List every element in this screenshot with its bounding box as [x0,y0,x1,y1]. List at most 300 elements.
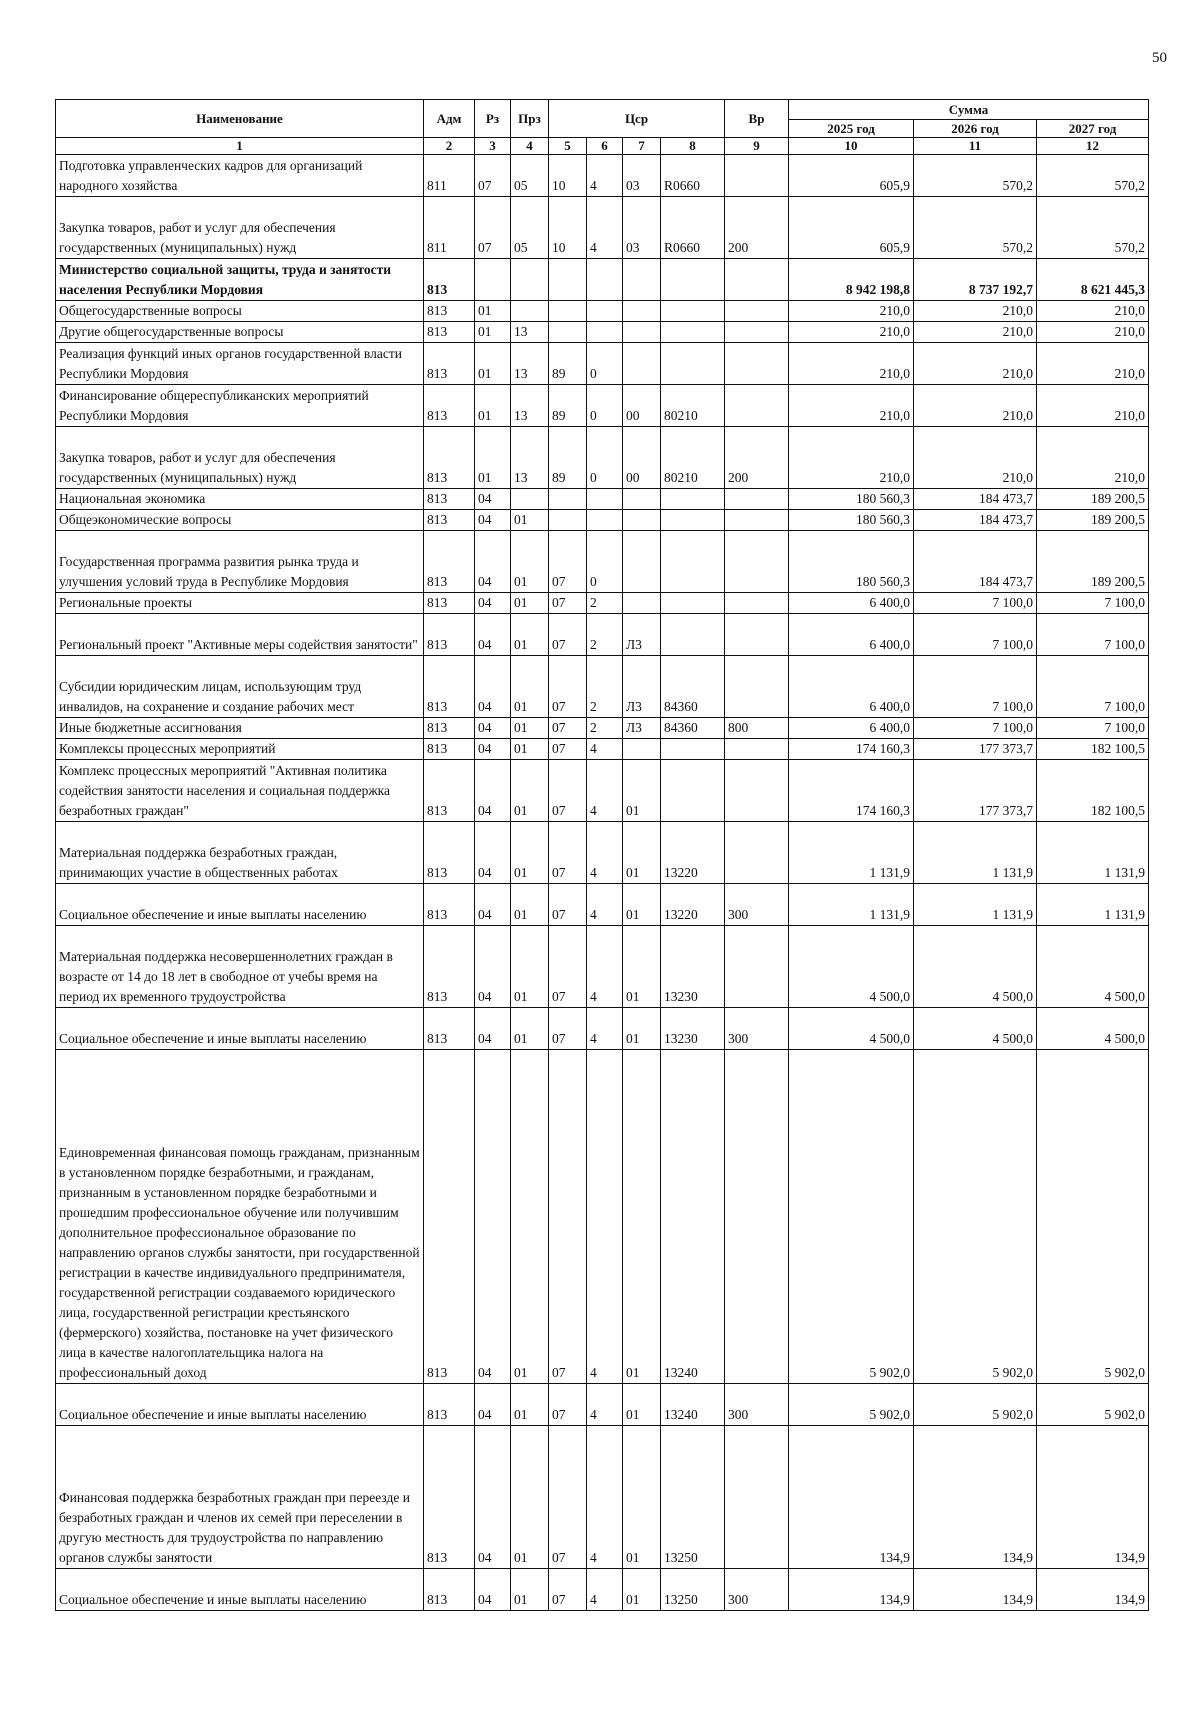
row-rz: 04 [475,739,511,760]
row-vr [725,155,789,197]
row-sum-2025: 6 400,0 [789,614,914,656]
row-vr [725,1050,789,1384]
row-rz: 04 [475,1384,511,1426]
row-csr-7: 01 [623,1384,661,1426]
row-sum-2025: 180 560,3 [789,510,914,531]
row-vr [725,1426,789,1569]
col-number: 4 [511,138,549,155]
table-row [56,385,1149,427]
row-csr-5: 07 [549,884,587,926]
row-rz: 04 [475,531,511,593]
row-sum-2027: 7 100,0 [1037,614,1149,656]
row-csr-6: 4 [587,926,623,1008]
row-csr-8 [661,343,725,385]
row-rz: 04 [475,1008,511,1050]
row-sum-2026: 570,2 [914,197,1037,259]
row-rz: 07 [475,155,511,197]
row-prz: 01 [511,760,549,822]
row-csr-8: 13240 [661,1050,725,1384]
row-sum-2027: 210,0 [1037,427,1149,489]
row-csr-5: 07 [549,760,587,822]
row-adm: 813 [424,884,475,926]
row-vr [725,760,789,822]
row-vr: 300 [725,1008,789,1050]
budget-table [55,99,1149,1611]
row-rz: 04 [475,1569,511,1611]
row-adm: 813 [424,739,475,760]
row-vr [725,259,789,301]
row-rz: 04 [475,510,511,531]
row-rz: 04 [475,884,511,926]
row-adm: 813 [424,1569,475,1611]
table-row [56,1569,1149,1611]
table-row [56,155,1149,197]
row-name: Единовременная финансовая помощь гражданам, признанным в установленном порядке безработными, и гражданам, признанным в установленном порядке безработными и прошедшим профессиональное обучение или получившим дополнительное профессиональное образование по направлению органов службы занятости, при государственной регистрации в качестве индивидуального предпринимателя, государственной регистрации создаваемого юридического лица, государственной регистрации крестьянского (фермерского) хозяйства, постановке на учет физического лица в качестве налогоплательщика налога на профессиональный доход [56,1050,424,1384]
row-sum-2025: 5 902,0 [789,1384,914,1426]
row-csr-7 [623,489,661,510]
row-csr-8: R0660 [661,155,725,197]
row-sum-2026: 210,0 [914,322,1037,343]
row-csr-8 [661,760,725,822]
row-csr-7 [623,510,661,531]
row-csr-5: 07 [549,926,587,1008]
row-adm: 813 [424,259,475,301]
row-sum-2025: 134,9 [789,1426,914,1569]
row-adm: 813 [424,385,475,427]
row-csr-6: 4 [587,197,623,259]
row-sum-2027: 5 902,0 [1037,1050,1149,1384]
row-rz: 01 [475,385,511,427]
row-sum-2026: 4 500,0 [914,926,1037,1008]
table-row [56,322,1149,343]
row-sum-2025: 6 400,0 [789,656,914,718]
row-prz: 13 [511,322,549,343]
row-csr-5: 07 [549,656,587,718]
row-adm: 813 [424,1050,475,1384]
row-vr [725,822,789,884]
row-csr-6: 4 [587,1384,623,1426]
table-row [56,614,1149,656]
row-csr-8 [661,322,725,343]
row-csr-7: Л3 [623,718,661,739]
row-csr-7 [623,322,661,343]
row-rz: 04 [475,593,511,614]
row-sum-2025: 174 160,3 [789,760,914,822]
row-sum-2025: 1 131,9 [789,822,914,884]
row-csr-5 [549,510,587,531]
row-prz: 01 [511,1384,549,1426]
row-csr-8: 13220 [661,822,725,884]
row-rz: 01 [475,343,511,385]
row-adm: 813 [424,760,475,822]
row-csr-8: R0660 [661,197,725,259]
row-sum-2027: 8 621 445,3 [1037,259,1149,301]
row-sum-2026: 210,0 [914,427,1037,489]
row-sum-2026: 134,9 [914,1426,1037,1569]
row-adm: 813 [424,1426,475,1569]
row-prz: 01 [511,1426,549,1569]
row-csr-5: 07 [549,1050,587,1384]
row-vr [725,510,789,531]
column-number-row [56,138,1149,155]
row-prz: 01 [511,739,549,760]
row-sum-2025: 180 560,3 [789,531,914,593]
row-sum-2026: 184 473,7 [914,489,1037,510]
row-csr-5: 10 [549,197,587,259]
row-sum-2025: 180 560,3 [789,489,914,510]
row-name: Социальное обеспечение и иные выплаты населению [56,884,424,926]
row-csr-8 [661,301,725,322]
row-csr-6: 2 [587,614,623,656]
row-rz: 01 [475,322,511,343]
header-year-2026: 2026 год [914,120,1037,138]
row-sum-2025: 8 942 198,8 [789,259,914,301]
row-rz: 04 [475,1426,511,1569]
row-sum-2027: 570,2 [1037,197,1149,259]
table-row [56,427,1149,489]
table-row [56,739,1149,760]
col-number: 10 [789,138,914,155]
col-number: 11 [914,138,1037,155]
row-csr-5 [549,301,587,322]
row-rz: 04 [475,760,511,822]
row-vr: 300 [725,884,789,926]
row-csr-6: 0 [587,385,623,427]
row-rz: 01 [475,427,511,489]
row-prz: 01 [511,1008,549,1050]
row-vr [725,593,789,614]
row-csr-8: 13230 [661,1008,725,1050]
row-sum-2026: 210,0 [914,301,1037,322]
row-csr-7 [623,301,661,322]
row-name: Социальное обеспечение и иные выплаты населению [56,1384,424,1426]
row-csr-7: 01 [623,926,661,1008]
row-sum-2025: 134,9 [789,1569,914,1611]
row-sum-2027: 134,9 [1037,1569,1149,1611]
row-name: Материальная поддержка безработных граждан, принимающих участие в общественных работах [56,822,424,884]
row-vr [725,739,789,760]
row-csr-5: 07 [549,739,587,760]
row-prz: 01 [511,822,549,884]
row-vr [725,301,789,322]
row-csr-5: 07 [549,1008,587,1050]
row-sum-2025: 4 500,0 [789,926,914,1008]
row-sum-2027: 210,0 [1037,343,1149,385]
row-sum-2026: 184 473,7 [914,510,1037,531]
row-csr-6: 4 [587,1008,623,1050]
row-sum-2026: 210,0 [914,385,1037,427]
header-vr: Вр [725,100,789,138]
row-sum-2026: 7 100,0 [914,593,1037,614]
table-row [56,884,1149,926]
row-name: Иные бюджетные ассигнования [56,718,424,739]
header-year-2025: 2025 год [789,120,914,138]
row-sum-2025: 605,9 [789,155,914,197]
row-csr-7: 01 [623,1426,661,1569]
row-csr-8 [661,510,725,531]
row-csr-5: 07 [549,1384,587,1426]
row-vr [725,322,789,343]
row-prz: 01 [511,884,549,926]
row-sum-2027: 189 200,5 [1037,531,1149,593]
row-prz: 13 [511,343,549,385]
row-csr-8: 13220 [661,884,725,926]
row-prz: 01 [511,531,549,593]
row-adm: 813 [424,510,475,531]
row-csr-6: 4 [587,884,623,926]
row-csr-5 [549,322,587,343]
row-csr-6: 4 [587,739,623,760]
row-adm: 811 [424,155,475,197]
row-csr-8: 13250 [661,1569,725,1611]
row-adm: 813 [424,531,475,593]
row-adm: 813 [424,1008,475,1050]
row-csr-7: Л3 [623,614,661,656]
row-sum-2025: 210,0 [789,343,914,385]
row-sum-2026: 177 373,7 [914,739,1037,760]
row-rz: 04 [475,614,511,656]
row-rz: 04 [475,926,511,1008]
row-rz: 04 [475,822,511,884]
row-adm: 813 [424,614,475,656]
row-sum-2027: 7 100,0 [1037,656,1149,718]
row-sum-2026: 1 131,9 [914,884,1037,926]
row-sum-2025: 6 400,0 [789,593,914,614]
row-csr-7: 01 [623,760,661,822]
row-csr-7: 01 [623,1008,661,1050]
row-sum-2025: 210,0 [789,322,914,343]
row-vr: 800 [725,718,789,739]
row-prz: 01 [511,656,549,718]
row-csr-5: 89 [549,385,587,427]
row-vr [725,489,789,510]
page-number: 50 [1152,50,1167,66]
header-adm: Адм [424,100,475,138]
row-sum-2027: 4 500,0 [1037,926,1149,1008]
row-csr-6: 4 [587,1426,623,1569]
row-adm: 813 [424,593,475,614]
row-csr-5: 07 [549,1426,587,1569]
row-csr-8: 84360 [661,656,725,718]
table-row [56,343,1149,385]
table-row [56,1008,1149,1050]
row-sum-2027: 7 100,0 [1037,718,1149,739]
row-name: Материальная поддержка несовершеннолетних граждан в возрасте от 14 до 18 лет в свободное от учебы время на период их временного трудоустройства [56,926,424,1008]
row-csr-5: 07 [549,531,587,593]
row-adm: 813 [424,489,475,510]
row-sum-2027: 182 100,5 [1037,760,1149,822]
row-sum-2025: 210,0 [789,385,914,427]
row-vr [725,926,789,1008]
row-adm: 813 [424,427,475,489]
row-prz: 05 [511,155,549,197]
row-csr-5: 89 [549,427,587,489]
row-name: Финансирование общереспубликанских мероприятий Республики Мордовия [56,385,424,427]
row-vr: 200 [725,197,789,259]
row-sum-2027: 210,0 [1037,322,1149,343]
row-sum-2025: 6 400,0 [789,718,914,739]
row-sum-2026: 8 737 192,7 [914,259,1037,301]
row-csr-7: 01 [623,1569,661,1611]
row-name: Комплексы процессных мероприятий [56,739,424,760]
header-name: Наименование [56,100,424,138]
row-sum-2025: 210,0 [789,301,914,322]
row-sum-2027: 210,0 [1037,301,1149,322]
table-row [56,822,1149,884]
row-adm: 813 [424,656,475,718]
row-name: Национальная экономика [56,489,424,510]
row-prz: 01 [511,593,549,614]
row-vr [725,531,789,593]
row-csr-5: 07 [549,593,587,614]
row-sum-2026: 5 902,0 [914,1050,1037,1384]
row-sum-2027: 7 100,0 [1037,593,1149,614]
row-csr-5: 07 [549,614,587,656]
row-sum-2027: 182 100,5 [1037,739,1149,760]
row-csr-5: 07 [549,1569,587,1611]
row-csr-5 [549,259,587,301]
row-adm: 813 [424,343,475,385]
row-prz: 13 [511,385,549,427]
header-rz: Рз [475,100,511,138]
table-row [56,1426,1149,1569]
row-rz [475,259,511,301]
table-row [56,301,1149,322]
table-row [56,656,1149,718]
table-row [56,593,1149,614]
row-csr-6: 2 [587,656,623,718]
table-row [56,197,1149,259]
row-csr-8 [661,739,725,760]
row-sum-2025: 174 160,3 [789,739,914,760]
header-year-2027: 2027 год [1037,120,1149,138]
row-csr-6 [587,510,623,531]
row-name: Комплекс процессных мероприятий "Активная политика содействия занятости населения и социальная поддержка безработных граждан" [56,760,424,822]
row-csr-6 [587,259,623,301]
row-csr-6: 2 [587,718,623,739]
row-sum-2026: 570,2 [914,155,1037,197]
row-rz: 04 [475,718,511,739]
row-sum-2025: 1 131,9 [789,884,914,926]
row-name: Финансовая поддержка безработных граждан при переезде и безработных граждан и членов их семей при переселении в другую местность для трудоустройства по направлению органов службы занятости [56,1426,424,1569]
row-csr-8: 13240 [661,1384,725,1426]
row-sum-2026: 134,9 [914,1569,1037,1611]
col-number: 8 [661,138,725,155]
row-name: Социальное обеспечение и иные выплаты населению [56,1569,424,1611]
row-csr-7 [623,259,661,301]
row-prz: 01 [511,1569,549,1611]
col-number: 9 [725,138,789,155]
row-csr-6: 4 [587,1569,623,1611]
row-rz: 04 [475,656,511,718]
row-name: Общегосударственные вопросы [56,301,424,322]
col-number: 1 [56,138,424,155]
row-sum-2025: 210,0 [789,427,914,489]
row-sum-2026: 5 902,0 [914,1384,1037,1426]
row-csr-6: 0 [587,343,623,385]
row-csr-8: 80210 [661,427,725,489]
row-prz: 01 [511,926,549,1008]
row-csr-5: 07 [549,718,587,739]
row-vr: 200 [725,427,789,489]
table-row [56,718,1149,739]
row-prz: 01 [511,1050,549,1384]
col-number: 2 [424,138,475,155]
row-sum-2027: 1 131,9 [1037,884,1149,926]
row-csr-5: 07 [549,822,587,884]
row-csr-8: 13250 [661,1426,725,1569]
row-vr [725,343,789,385]
row-sum-2027: 5 902,0 [1037,1384,1149,1426]
row-sum-2027: 570,2 [1037,155,1149,197]
row-sum-2025: 5 902,0 [789,1050,914,1384]
row-vr [725,656,789,718]
row-csr-8: 13230 [661,926,725,1008]
row-name: Министерство социальной защиты, труда и занятости населения Республики Мордовия [56,259,424,301]
row-csr-7: 03 [623,155,661,197]
header-csr: Цср [549,100,725,138]
row-sum-2027: 189 200,5 [1037,489,1149,510]
row-adm: 813 [424,718,475,739]
row-name: Реализация функций иных органов государственной власти Республики Мордовия [56,343,424,385]
row-csr-5: 89 [549,343,587,385]
row-sum-2027: 134,9 [1037,1426,1149,1569]
row-csr-8 [661,531,725,593]
row-csr-6: 4 [587,822,623,884]
row-csr-7: 01 [623,884,661,926]
row-csr-8 [661,259,725,301]
table-row [56,531,1149,593]
row-csr-7: 00 [623,427,661,489]
row-rz: 04 [475,489,511,510]
row-csr-7 [623,531,661,593]
row-csr-7: 00 [623,385,661,427]
table-body [56,155,1149,1611]
row-sum-2027: 210,0 [1037,385,1149,427]
row-adm: 813 [424,1384,475,1426]
row-vr: 300 [725,1384,789,1426]
row-csr-7: 01 [623,1050,661,1384]
row-csr-8 [661,593,725,614]
row-adm: 813 [424,322,475,343]
row-vr [725,385,789,427]
col-number: 3 [475,138,511,155]
row-csr-6: 4 [587,760,623,822]
col-number: 5 [549,138,587,155]
row-csr-6 [587,489,623,510]
row-csr-6 [587,301,623,322]
row-sum-2026: 7 100,0 [914,718,1037,739]
row-vr [725,614,789,656]
row-sum-2026: 7 100,0 [914,614,1037,656]
row-prz: 01 [511,510,549,531]
row-prz: 13 [511,427,549,489]
row-csr-6 [587,322,623,343]
row-sum-2027: 189 200,5 [1037,510,1149,531]
row-csr-6: 4 [587,1050,623,1384]
row-name: Социальное обеспечение и иные выплаты населению [56,1008,424,1050]
row-prz [511,489,549,510]
row-sum-2025: 4 500,0 [789,1008,914,1050]
row-name: Другие общегосударственные вопросы [56,322,424,343]
table-row [56,1384,1149,1426]
row-sum-2027: 1 131,9 [1037,822,1149,884]
row-name: Закупка товаров, работ и услуг для обеспечения государственных (муниципальных) нужд [56,427,424,489]
table-row [56,760,1149,822]
row-csr-8: 80210 [661,385,725,427]
row-name: Региональный проект "Активные меры содействия занятости" [56,614,424,656]
row-name: Закупка товаров, работ и услуг для обеспечения государственных (муниципальных) нужд [56,197,424,259]
